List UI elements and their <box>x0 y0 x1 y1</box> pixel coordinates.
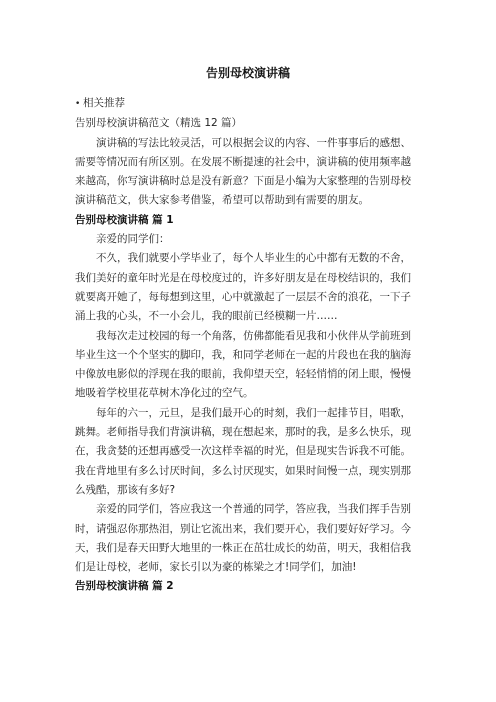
bullet-icon: • <box>75 99 81 109</box>
related-label: 相关推荐 <box>83 97 125 109</box>
document-body <box>75 94 421 597</box>
greeting-line: 亲爱的同学们： <box>96 233 170 246</box>
intro-paragraph: 演讲稿的写法比较灵活，可以根据会议的内容、一件事事后的感想、需要等情况而有所区别。在发展不断提速的社会中，演讲稿的使用频率越来越高，你写演讲稿时总是没有新意？下面是小编为大家整理的告别母校演讲稿范文，供大家参考借鉴，希望可以帮助到有需要的朋友。 <box>75 136 411 207</box>
document-title: 告别母校演讲稿 <box>205 66 290 80</box>
related-recommendation[interactable] <box>75 94 421 114</box>
paragraph-1: 不久，我们就要小学毕业了，每个人毕业生的心中都有无数的不舍，我们美好的童年时光是在母校度过的，许多好朋友是在母校结识的，我们就要离开她了，每每想到这里，心中就激起了一层层不舍的浪花，一下子涌上我的心头，不一小会儿，我的眼前已经模糊一片…… <box>75 252 411 323</box>
paragraph-4: 亲爱的同学们，答应我这一个普通的同学，答应我，当我们挥手告别时，请强忍你那热泪，别让它流出来，我们要开心，我们要好好学习。今天，我们是春天田野大地里的一株正在茁壮成长的幼苗，明天，我相信我们是让母校，老师，家长引以为豪的栋梁之才!同学们，加油! <box>75 503 411 574</box>
paragraph-3: 每年的六一，元旦，是我们最开心的时刻，我们一起排节目，唱歌，跳舞。老师指导我们背演讲稿，现在想起来，那时的我，是多么快乐，现在，我贪婪的还想再感受一次这样幸福的时光，但是现实告诉我不可能。我在背地里有多么讨厌时间，多么讨厌现实，如果时间慢一点，现实别那么残酷，那该有多好? <box>75 406 411 496</box>
paragraph-2: 我每次走过校园的每一个角落，仿佛都能看见我和小伙伴从学前班到毕业生这一个个坚实的脚印，我，和同学老师在一起的片段也在我的脑海中像放电影似的浮现在我的眼前，我仰望天空，轻轻悄悄的闭上眼，慢慢地吸着学校里花草树木净化过的空气。 <box>75 329 411 400</box>
section-heading-1: 告别母校演讲稿 篇 1 <box>75 213 174 226</box>
section-heading-2: 告别母校演讲稿 篇 2 <box>75 580 174 593</box>
document-subtitle: 告别母校演讲稿范文（精选 12 篇） <box>75 117 243 130</box>
